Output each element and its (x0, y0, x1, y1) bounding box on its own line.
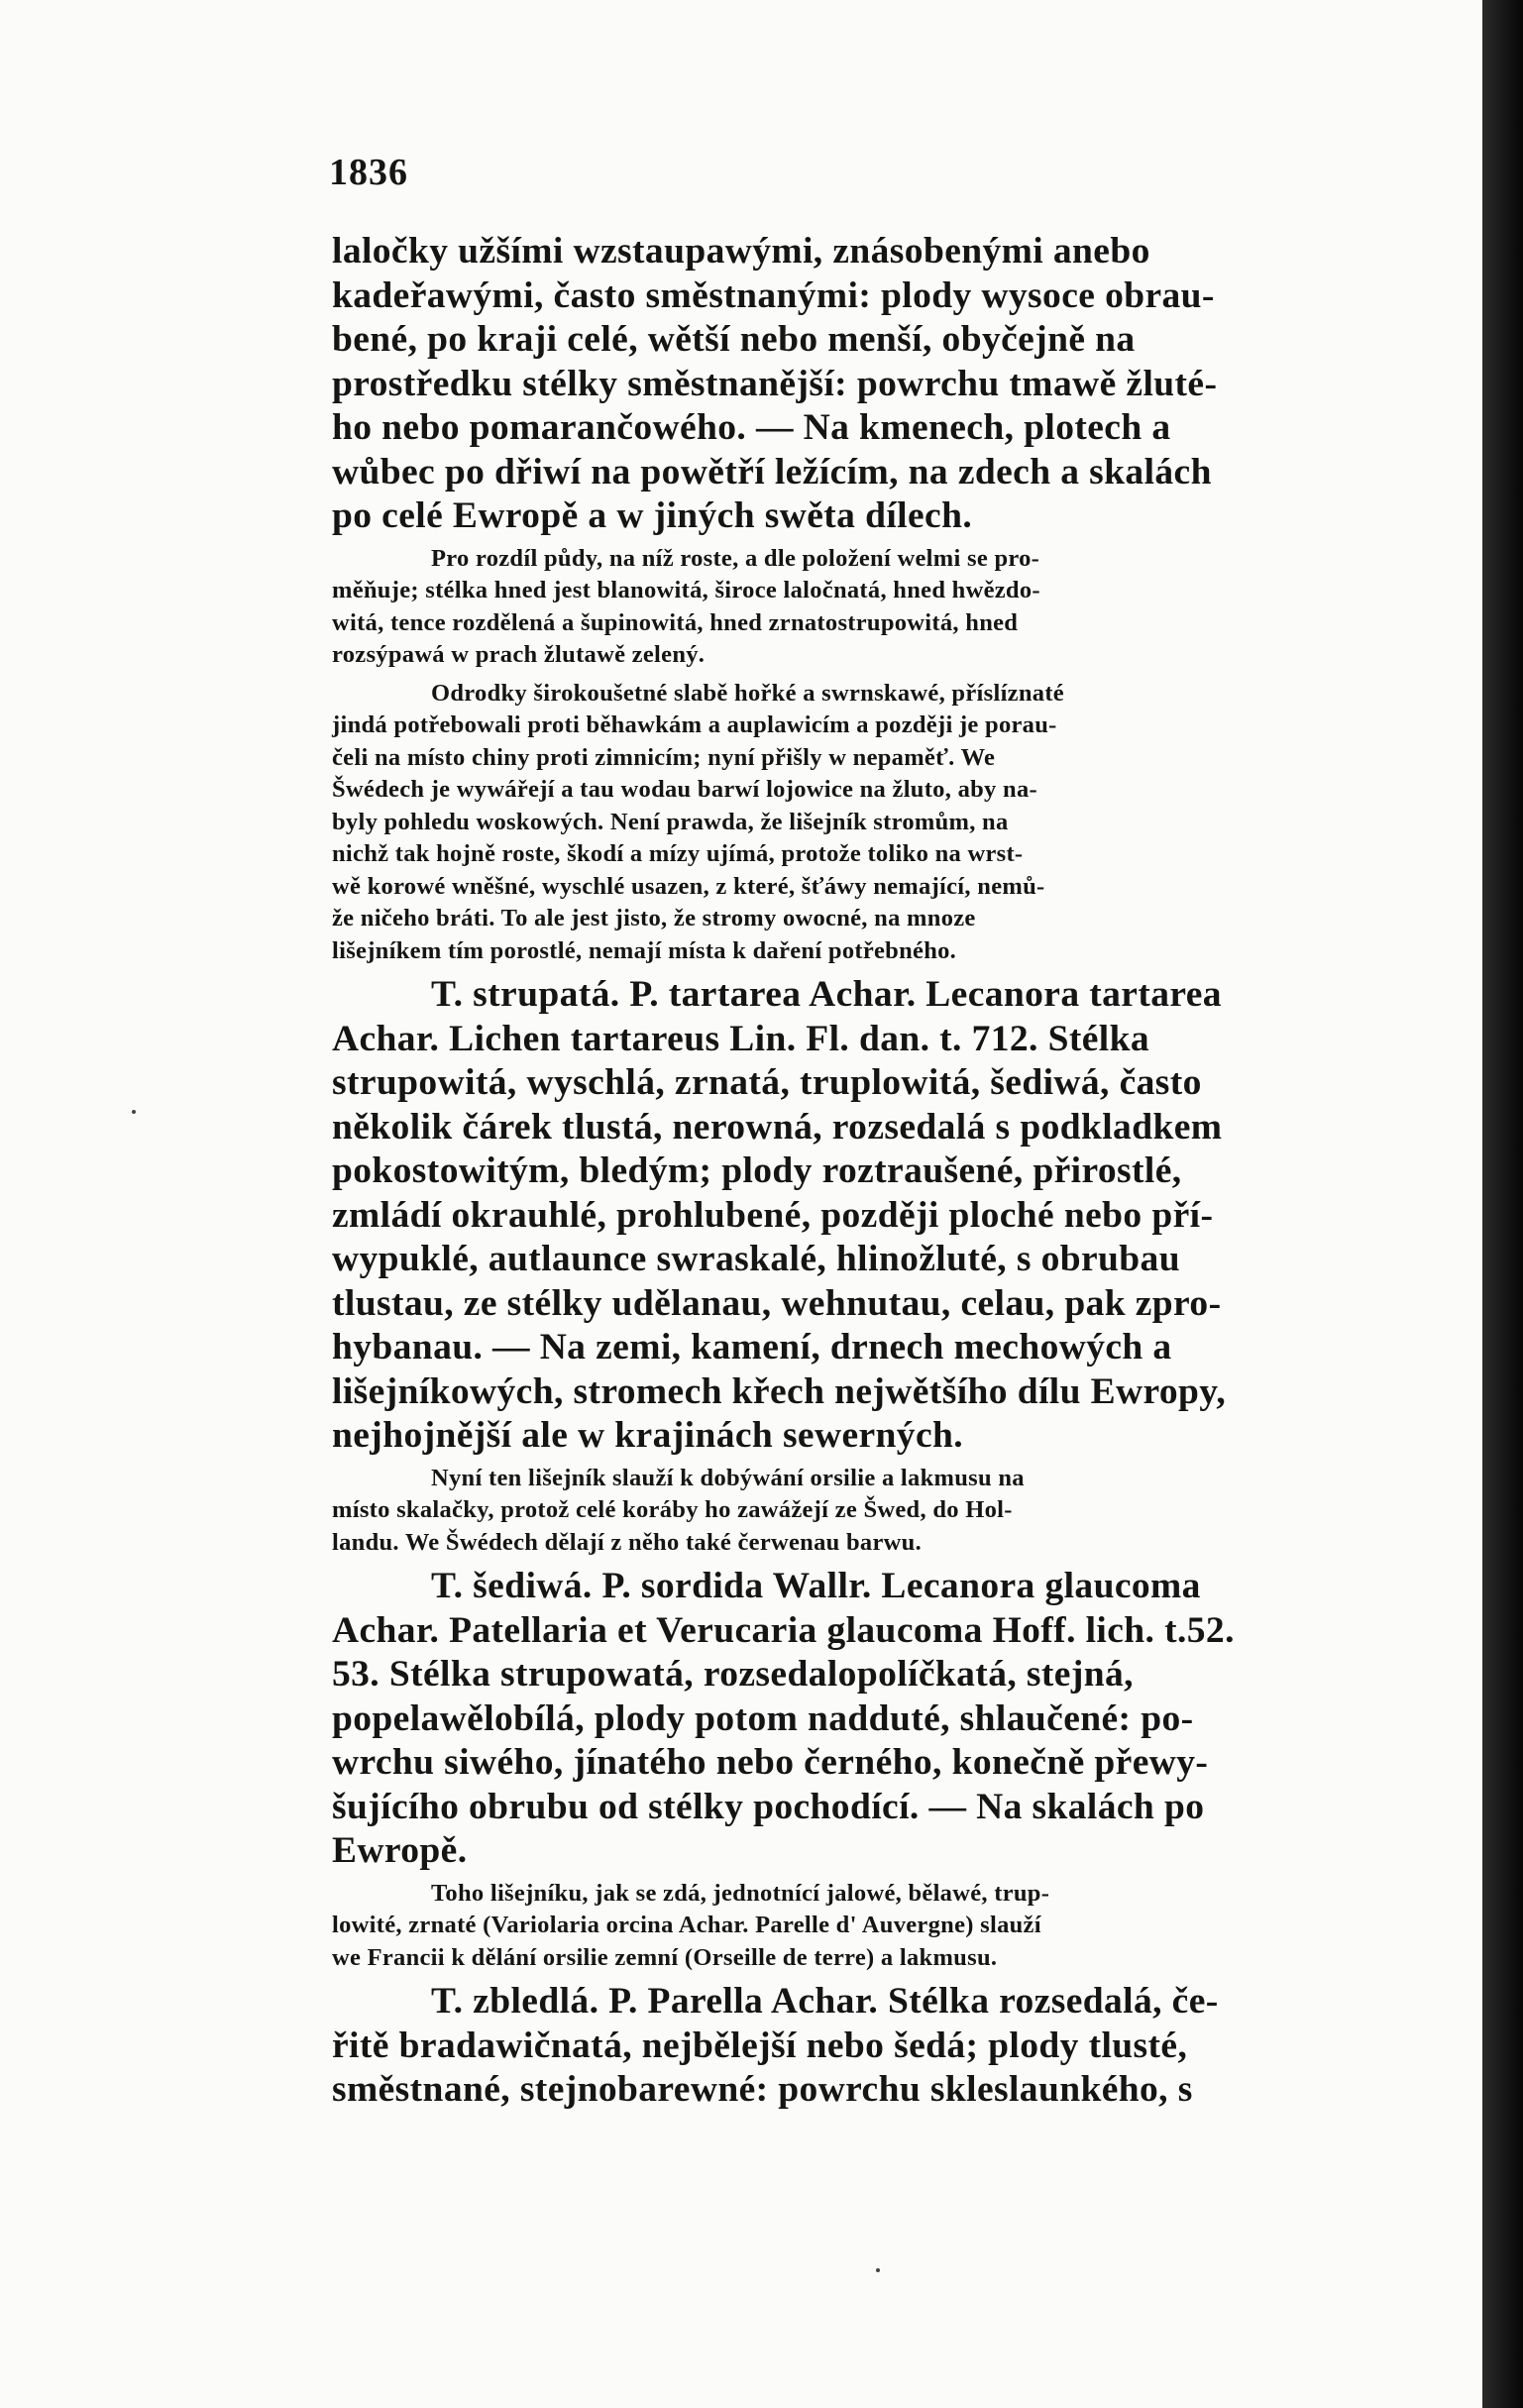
text-line: T. zbledlá. P. Parella Achar. Stélka rozsedalá, če- (431, 1981, 1219, 2022)
text-line: Odrodky širokoušetné slabě hořké a swrnskawé, příslíznaté (431, 679, 1064, 707)
text-line: Achar. Patellaria et Verucaria glaucoma Hoff. lich. t.52. (332, 1609, 1235, 1651)
text-line: prostředku stélky směstnanější: powrchu tmawě žluté- (332, 363, 1218, 404)
text-line: ho nebo pomarančowého. — Na kmenech, plotech a (332, 407, 1171, 448)
text-line: několik čárek tlustá, nerowná, rozsedalá s podkladkem (332, 1106, 1223, 1148)
text-line: pokostowitým, bledým; plody roztraušené, přirostlé, (332, 1150, 1182, 1191)
text-line: jindá potřebowali proti běhawkám a auplawicím a později je porau- (332, 711, 1057, 738)
note-paragraph (332, 678, 1402, 968)
text-line: Ewropě. (332, 1830, 468, 1871)
main-paragraph (332, 1565, 1402, 1874)
text-line: lišejníkowých, stromech křech nejwětšího dílu Ewropy, (332, 1370, 1227, 1412)
text-line: lišejníkem tím porostlé, nemají místa k daření potřebného. (332, 936, 957, 964)
text-line: zmládí okrauhlé, prohlubené, později ploché nebo pří- (332, 1194, 1214, 1236)
main-paragraph (332, 1980, 1402, 2113)
ink-speck (876, 2268, 880, 2272)
text-line: směstnané, stejnobarewné: powrchu skleslaunkého, s (332, 2069, 1193, 2110)
text-line: Šwédech je wywářejí a tau wodau barwí lojowice na žluto, aby na- (332, 776, 1037, 803)
text-line: Toho lišejníku, jak se zdá, jednotnící jalowé, bělawé, trup- (431, 1879, 1050, 1907)
text-line: landu. We Šwédech dělají z něho také čerwenau barwu. (332, 1528, 922, 1556)
text-line: Pro rozdíl půdy, na níž roste, a dle položení welmi se pro- (431, 544, 1040, 572)
main-paragraph (332, 230, 1402, 539)
text-line: T. šediwá. P. sordida Wallr. Lecanora glaucoma (431, 1566, 1201, 1606)
note-paragraph (332, 543, 1402, 672)
text-line: wypuklé, autlaunce swraskalé, hlinožluté, s obrubau (332, 1239, 1180, 1279)
text-line: nejhojnější ale w krajinách sewerných. (332, 1415, 964, 1456)
text-line: místo skalačky, protož celé koráby ho zawážejí ze Šwed, do Hol- (332, 1496, 1013, 1523)
ink-speck (132, 1110, 136, 1114)
text-line: kadeřawými, často směstnanými: plody wysoce obrau- (332, 274, 1215, 316)
text-line: we Francii k dělání orsilie zemní (Orseille de terre) a lakmusu. (332, 1943, 998, 1971)
note-paragraph (332, 1463, 1402, 1560)
text-line: po celé Ewropě a w jiných swěta dílech. (332, 495, 973, 536)
text-line: že ničeho bráti. To ale jest jisto, že stromy owocné, na mnoze (332, 905, 976, 931)
text-line: T. strupatá. P. tartarea Achar. Lecanora tartarea (431, 974, 1222, 1015)
note-paragraph (332, 1878, 1402, 1975)
body-text (332, 230, 1402, 2117)
page-edge-shadow (1482, 0, 1523, 2408)
page-number: 1836 (329, 152, 408, 193)
text-line: nichž tak hojně roste, škodí a mízy ujímá, protože toliko na wrst- (332, 840, 1024, 867)
text-line: Achar. Lichen tartareus Lin. Fl. dan. t. 712. Stélka (332, 1018, 1150, 1059)
text-line: řitě bradawičnatá, nejbělejší nebo šedá; plody tlusté, (332, 2025, 1188, 2066)
text-line: byly pohledu woskowých. Není prawda, že lišejník stromům, na (332, 808, 1009, 835)
text-line: 53. Stélka strupowatá, rozsedalopolíčkatá, stejná, (332, 1654, 1134, 1695)
text-line: witá, tence rozdělená a šupinowitá, hned zrnatostrupowitá, hned (332, 608, 1019, 636)
text-line: měňuje; stélka hned jest blanowitá, široce laločnatá, hned hwězdo- (332, 577, 1040, 603)
text-line: wrchu siwého, jínatého nebo černého, konečně přewy- (332, 1742, 1209, 1783)
text-line: laločky užšími wzstaupawými, znásobenými anebo (332, 231, 1150, 272)
text-line: čeli na místo chiny proti zimnicím; nyní přišly w nepaměť. We (332, 743, 996, 771)
text-line: hybanau. — Na zemi, kamení, drnech mechowých a (332, 1327, 1172, 1368)
main-paragraph (332, 973, 1402, 1459)
text-line: Nyní ten lišejník slauží k dobýwání orsilie a lakmusu na (431, 1464, 1025, 1491)
text-line: wůbec po dřiwí na powětří ležícím, na zdech a skalách (332, 451, 1212, 493)
text-line: šujícího obrubu od stélky pochodící. — Na skalách po (332, 1786, 1205, 1827)
text-line: strupowitá, wyschlá, zrnatá, truplowitá, šediwá, často (332, 1062, 1202, 1103)
text-line: bené, po kraji celé, wětší nebo menší, obyčejně na (332, 319, 1136, 360)
text-line: popelawělobílá, plody potom nadduté, shlaučené: po- (332, 1697, 1194, 1739)
text-line: rozsýpawá w prach žlutawě zelený. (332, 641, 706, 668)
text-line: wě korowé wněšné, wyschlé usazen, z které, šťáwy nemající, nemů- (332, 872, 1045, 900)
text-line: lowité, zrnaté (Variolaria orcina Achar. Parelle d' Auvergne) slauží (332, 1912, 1041, 1938)
text-line: tlustau, ze stélky udělanau, wehnutau, celau, pak zpro- (332, 1282, 1222, 1324)
